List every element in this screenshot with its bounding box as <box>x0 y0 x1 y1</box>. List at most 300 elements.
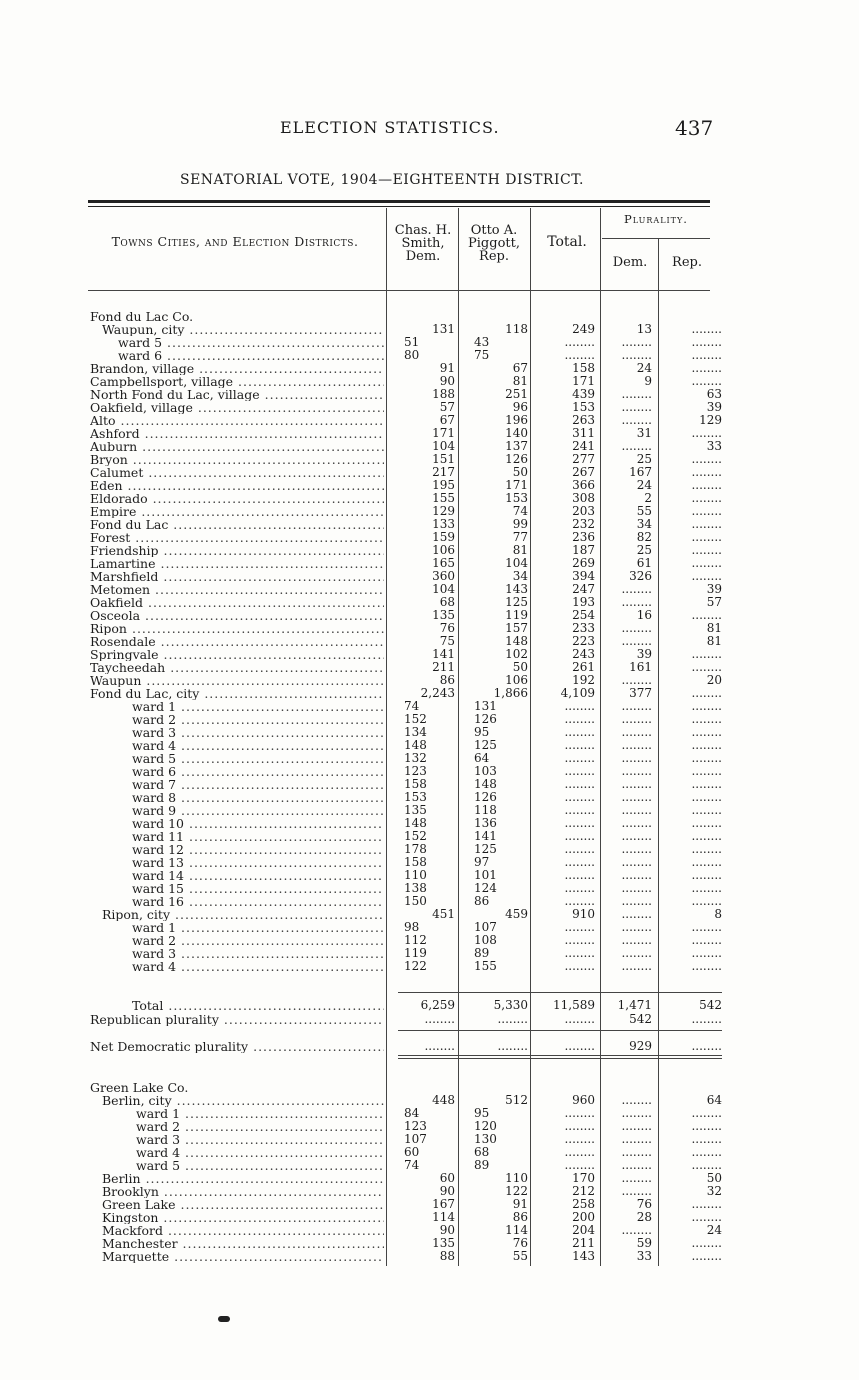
cell-c1: 195 <box>432 478 455 492</box>
cell-c3: ........ <box>564 1039 595 1053</box>
cell-c1: 152 <box>404 712 427 726</box>
cell-c4: ........ <box>621 1158 652 1172</box>
cell-c3: ........ <box>564 1106 595 1120</box>
cell-c1: 151 <box>432 452 455 466</box>
cell-c5: ........ <box>691 426 722 440</box>
table-row <box>0 440 859 453</box>
table-row <box>0 739 859 752</box>
smith-name-2: Smith, <box>401 236 445 251</box>
ink-smudge <box>218 1316 230 1322</box>
row-label: Fond du Lac Co. <box>90 309 194 324</box>
row-label: ward 12 ..... <box>132 843 384 856</box>
table-row <box>0 596 859 609</box>
piggott-name-1: Otto A. <box>470 223 518 238</box>
row-label: ward 5 ..... <box>132 752 384 765</box>
table-row <box>0 908 859 921</box>
cell-c4: ........ <box>621 751 652 765</box>
cell-c4: 929 <box>629 1039 652 1053</box>
row-label: ward 2 ..... <box>132 713 384 726</box>
cell-c3: ........ <box>564 933 595 947</box>
cell-c4: ........ <box>621 595 652 609</box>
table-row <box>0 518 859 531</box>
cell-c2: 148 <box>505 634 528 648</box>
cell-c2: 153 <box>505 491 528 505</box>
cell-c3: 212 <box>572 1184 595 1198</box>
cell-c5: ........ <box>691 894 722 908</box>
cell-c4: 76 <box>636 1197 652 1211</box>
cell-c4: 25 <box>636 543 652 557</box>
cell-c1: 104 <box>432 582 455 596</box>
row-label: Auburn ..... <box>90 440 384 453</box>
cell-c4: ........ <box>621 959 652 973</box>
row-label: Taycheedah ..... <box>90 661 384 674</box>
cell-c1: 217 <box>432 465 455 479</box>
cell-c4: ........ <box>621 1184 652 1198</box>
cell-c5: 32 <box>706 1184 722 1198</box>
cell-c1: 150 <box>404 894 427 908</box>
cell-c2: 141 <box>474 829 497 843</box>
table-row <box>0 1120 859 1133</box>
table-row <box>0 401 859 414</box>
cell-c5: ........ <box>691 855 722 869</box>
table-row <box>0 505 859 518</box>
cell-c3: 277 <box>572 452 595 466</box>
cell-c1: 90 <box>439 374 455 388</box>
cell-c2: 137 <box>505 439 528 453</box>
cell-c3: 910 <box>572 907 595 921</box>
cell-c3: 258 <box>572 1197 595 1211</box>
cell-c4: 2 <box>644 491 652 505</box>
cell-c1: 67 <box>439 413 455 427</box>
cell-c5: ........ <box>691 465 722 479</box>
table-row <box>0 1094 859 1107</box>
column-header-piggott <box>459 224 529 263</box>
table-row <box>0 310 859 323</box>
cell-c1: 171 <box>432 426 455 440</box>
cell-c2: 126 <box>474 712 497 726</box>
cell-c2: 120 <box>474 1119 497 1133</box>
cell-c5: ........ <box>691 348 722 362</box>
header-bottom-rule <box>88 290 710 291</box>
cell-c3: ........ <box>564 335 595 349</box>
cell-c2: 91 <box>512 1197 528 1211</box>
cell-c2: 74 <box>512 504 528 518</box>
cell-c4: ........ <box>621 829 652 843</box>
row-label: ward 5 ..... <box>136 1159 384 1172</box>
cell-c1: 76 <box>439 621 455 635</box>
cell-c4: 161 <box>629 660 652 674</box>
table-row <box>0 453 859 466</box>
row-label: Manchester ..... <box>102 1237 384 1250</box>
row-label: ward 4 ..... <box>136 1146 384 1159</box>
cell-c2: 95 <box>474 1106 490 1120</box>
cell-c4: ........ <box>621 1106 652 1120</box>
cell-c5: ........ <box>691 842 722 856</box>
table-row <box>0 531 859 544</box>
table-row <box>0 349 859 362</box>
cell-c2: 118 <box>505 322 528 336</box>
row-label: Springvale ..... <box>90 648 384 661</box>
cell-c1: 158 <box>404 855 427 869</box>
row-label: ward 10 ..... <box>132 817 384 830</box>
cell-c1: ........ <box>424 1012 455 1026</box>
table-row <box>0 557 859 570</box>
column-header-rep: Rep. <box>672 255 702 270</box>
cell-c3: 263 <box>572 413 595 427</box>
table-row <box>0 1224 859 1237</box>
cell-c1: 84 <box>404 1106 420 1120</box>
row-label: ward 6 ..... <box>118 349 384 362</box>
table-row <box>0 687 859 700</box>
cell-c5: 8 <box>714 907 722 921</box>
cell-c2: 196 <box>505 413 528 427</box>
cell-c5: ........ <box>691 335 722 349</box>
row-label: Waupun ..... <box>90 674 384 687</box>
cell-c4: ........ <box>621 582 652 596</box>
cell-c3: ........ <box>564 764 595 778</box>
table-row <box>0 388 859 401</box>
cell-c4: 55 <box>636 504 652 518</box>
row-label: ward 13 ..... <box>132 856 384 869</box>
cell-c1: 129 <box>432 504 455 518</box>
row-label: Bryon ..... <box>90 453 384 466</box>
row-label: ward 3 ..... <box>132 947 384 960</box>
cell-c4: ........ <box>621 699 652 713</box>
cell-c1: 148 <box>404 816 427 830</box>
cell-c2: 68 <box>474 1145 490 1159</box>
cell-c3: 232 <box>572 517 595 531</box>
cell-c1: 153 <box>404 790 427 804</box>
cell-c1: 74 <box>404 1158 420 1172</box>
cell-c2: 143 <box>505 582 528 596</box>
cell-c3: 187 <box>572 543 595 557</box>
plurality-rule <box>602 238 710 239</box>
cell-c1: 80 <box>404 348 420 362</box>
cell-c4: 1,471 <box>617 998 652 1012</box>
cell-c1: 148 <box>404 738 427 752</box>
table-row <box>0 622 859 635</box>
cell-c4: 16 <box>636 608 652 622</box>
cell-c3: ........ <box>564 855 595 869</box>
cell-c3: 4,109 <box>560 686 595 700</box>
cell-c5: ........ <box>691 777 722 791</box>
table-row <box>0 817 859 830</box>
cell-c1: 159 <box>432 530 455 544</box>
table-row <box>0 882 859 895</box>
row-label: ward 6 ..... <box>132 765 384 778</box>
cell-c4: ........ <box>621 1093 652 1107</box>
cell-c3: ........ <box>564 1145 595 1159</box>
cell-c4: ........ <box>621 712 652 726</box>
table-row <box>0 752 859 765</box>
cell-c2: 81 <box>512 543 528 557</box>
cell-c5: ........ <box>691 517 722 531</box>
cell-c1: 123 <box>404 1119 427 1133</box>
cell-c3: 254 <box>572 608 595 622</box>
cell-c4: ........ <box>621 790 652 804</box>
cell-c5: ........ <box>691 374 722 388</box>
cell-c1: 119 <box>404 946 427 960</box>
cell-c4: ........ <box>621 1132 652 1146</box>
table-row <box>0 895 859 908</box>
row-label: Metomen ..... <box>90 583 384 596</box>
row-label: Oakfield ..... <box>90 596 384 609</box>
cell-c5: ........ <box>691 1158 722 1172</box>
cell-c5: ........ <box>691 478 722 492</box>
cell-c4: 28 <box>636 1210 652 1224</box>
row-label: ward 16 ..... <box>132 895 384 908</box>
cell-c5: 57 <box>706 595 722 609</box>
row-label: Oakfield, village ..... <box>90 401 384 414</box>
table-row <box>0 479 859 492</box>
cell-c5: ........ <box>691 699 722 713</box>
row-label: Friendship ..... <box>90 544 384 557</box>
row-label: Marshfield ..... <box>90 570 384 583</box>
cell-c2: 5,330 <box>493 998 528 1012</box>
cell-c2: ........ <box>497 1039 528 1053</box>
column-header-smith <box>388 224 458 263</box>
cell-c3: 243 <box>572 647 595 661</box>
cell-c5: ........ <box>691 1039 722 1053</box>
cell-c4: ........ <box>621 738 652 752</box>
table-row <box>0 570 859 583</box>
table-row <box>0 1013 859 1026</box>
cell-c5: ........ <box>691 946 722 960</box>
cell-c3: ........ <box>564 712 595 726</box>
table-row <box>0 791 859 804</box>
table-row <box>0 1159 859 1172</box>
cell-c3: ........ <box>564 959 595 973</box>
cell-c3: 143 <box>572 1249 595 1263</box>
cell-c4: ........ <box>621 907 652 921</box>
cell-c5: ........ <box>691 452 722 466</box>
cell-c2: 34 <box>512 569 528 583</box>
cell-c5: ........ <box>691 816 722 830</box>
cell-c1: 2,243 <box>420 686 455 700</box>
cell-c3: ........ <box>564 803 595 817</box>
cell-c1: ........ <box>424 1039 455 1053</box>
cell-c1: 131 <box>432 322 455 336</box>
cell-c4: 24 <box>636 478 652 492</box>
table-row <box>0 466 859 479</box>
cell-c5: ........ <box>691 1249 722 1263</box>
row-label: Net Democratic plurality ..... <box>90 1040 384 1053</box>
cell-c3: 247 <box>572 582 595 596</box>
cell-c5: ........ <box>691 764 722 778</box>
table-row <box>0 856 859 869</box>
cell-c2: 130 <box>474 1132 497 1146</box>
table-row <box>0 960 859 973</box>
row-label: Forest ..... <box>90 531 384 544</box>
cell-c4: 13 <box>636 322 652 336</box>
cell-c4: 31 <box>636 426 652 440</box>
cell-c2: 171 <box>505 478 528 492</box>
cell-c2: 122 <box>505 1184 528 1198</box>
cell-c1: 74 <box>404 699 420 713</box>
cell-c3: 311 <box>572 426 595 440</box>
cell-c4: ........ <box>621 621 652 635</box>
cell-c2: 251 <box>505 387 528 401</box>
cell-c2: 157 <box>505 621 528 635</box>
row-label: ward 4 ..... <box>132 739 384 752</box>
cell-c1: 165 <box>432 556 455 570</box>
cell-c4: ........ <box>621 1171 652 1185</box>
cell-c5: ........ <box>691 1106 722 1120</box>
cell-c1: 132 <box>404 751 427 765</box>
cell-c4: 25 <box>636 452 652 466</box>
row-label: Berlin, city ..... <box>102 1094 384 1107</box>
row-label: Empire ..... <box>90 505 384 518</box>
row-label: Ripon, city ..... <box>102 908 384 921</box>
cell-c2: 67 <box>512 361 528 375</box>
cell-c1: 68 <box>439 595 455 609</box>
row-label: ward 15 ..... <box>132 882 384 895</box>
table-row <box>0 830 859 843</box>
cell-c3: 158 <box>572 361 595 375</box>
cell-c1: 90 <box>439 1184 455 1198</box>
cell-c2: 110 <box>505 1171 528 1185</box>
cell-c3: 153 <box>572 400 595 414</box>
cell-c5: 64 <box>706 1093 722 1107</box>
row-label: Total ..... <box>132 999 384 1012</box>
cell-c2: 512 <box>505 1093 528 1107</box>
cell-c3: 203 <box>572 504 595 518</box>
cell-c1: 122 <box>404 959 427 973</box>
net-double-rule <box>398 1055 722 1059</box>
cell-c2: 76 <box>512 1236 528 1250</box>
smith-name-1: Chas. H. <box>394 223 452 238</box>
table-top-rule <box>88 200 710 207</box>
table-row <box>0 427 859 440</box>
table-row <box>0 713 859 726</box>
cell-c1: 158 <box>404 777 427 791</box>
cell-c4: ........ <box>621 881 652 895</box>
row-label: ward 3 ..... <box>136 1133 384 1146</box>
table-row <box>0 583 859 596</box>
table-row <box>0 726 859 739</box>
cell-c3: ........ <box>564 816 595 830</box>
cell-c5: 63 <box>706 387 722 401</box>
cell-c2: 125 <box>505 595 528 609</box>
cell-c5: 33 <box>706 439 722 453</box>
column-header-dem: Dem. <box>612 255 648 270</box>
cell-c4: 34 <box>636 517 652 531</box>
cell-c5: 39 <box>706 400 722 414</box>
cell-c2: 106 <box>505 673 528 687</box>
row-label: Eldorado ..... <box>90 492 384 505</box>
cell-c3: 261 <box>572 660 595 674</box>
cell-c3: ........ <box>564 881 595 895</box>
cell-c3: ........ <box>564 1012 595 1026</box>
cell-c5: ........ <box>691 1119 722 1133</box>
cell-c4: ........ <box>621 868 652 882</box>
cell-c3: 236 <box>572 530 595 544</box>
cell-c4: ........ <box>621 387 652 401</box>
row-label: ward 1 ..... <box>132 921 384 934</box>
column-header-towns: Towns Cities, and Election Districts. <box>111 234 359 249</box>
cell-c2: 102 <box>505 647 528 661</box>
cell-c1: 135 <box>404 803 427 817</box>
cell-c2: 126 <box>505 452 528 466</box>
row-label: Alto ..... <box>90 414 384 427</box>
cell-c4: ........ <box>621 894 652 908</box>
row-label: Fond du Lac, city ..... <box>90 687 384 700</box>
cell-c1: 112 <box>404 933 427 947</box>
cell-c2: 103 <box>474 764 497 778</box>
cell-c2: 101 <box>474 868 497 882</box>
cell-c4: ........ <box>621 400 652 414</box>
cell-c4: ........ <box>621 933 652 947</box>
cell-c4: 542 <box>629 1012 652 1026</box>
row-label: ward 1 ..... <box>132 700 384 713</box>
cell-c3: ........ <box>564 829 595 843</box>
cell-c2: ........ <box>497 1012 528 1026</box>
table-row <box>0 843 859 856</box>
cell-c3: ........ <box>564 1158 595 1172</box>
page-number: 437 <box>675 116 714 140</box>
cell-c5: ........ <box>691 1132 722 1146</box>
table-row <box>0 635 859 648</box>
cell-c4: 326 <box>629 569 652 583</box>
table-row <box>0 492 859 505</box>
cell-c2: 50 <box>512 660 528 674</box>
cell-c5: ........ <box>691 881 722 895</box>
row-label: Campbellsport, village ..... <box>90 375 384 388</box>
running-head: ELECTION STATISTICS. <box>280 118 500 137</box>
cell-c3: ........ <box>564 348 595 362</box>
cell-c3: ........ <box>564 777 595 791</box>
cell-c2: 459 <box>505 907 528 921</box>
cell-c4: ........ <box>621 816 652 830</box>
table-row <box>0 362 859 375</box>
cell-c5: ........ <box>691 530 722 544</box>
cell-c2: 140 <box>505 426 528 440</box>
cell-c2: 55 <box>512 1249 528 1263</box>
cell-c1: 110 <box>404 868 427 882</box>
cell-c5: 81 <box>706 634 722 648</box>
cell-c2: 155 <box>474 959 497 973</box>
cell-c1: 138 <box>404 881 427 895</box>
cell-c4: ........ <box>621 439 652 453</box>
cell-c3: 233 <box>572 621 595 635</box>
cell-c1: 114 <box>432 1210 455 1224</box>
table-row <box>0 1081 859 1094</box>
table-row <box>0 947 859 960</box>
cell-c3: 960 <box>572 1093 595 1107</box>
cell-c3: ........ <box>564 699 595 713</box>
cell-c1: 141 <box>432 647 455 661</box>
row-label: ward 11 ..... <box>132 830 384 843</box>
cell-c5: 20 <box>706 673 722 687</box>
cell-c2: 108 <box>474 933 497 947</box>
cell-c4: ........ <box>621 1119 652 1133</box>
cell-c2: 131 <box>474 699 497 713</box>
row-label: Rosendale ..... <box>90 635 384 648</box>
column-header-plurality: Plurality. <box>624 212 688 226</box>
row-label: ward 4 ..... <box>132 960 384 973</box>
cell-c3: ........ <box>564 946 595 960</box>
cell-c1: 135 <box>432 608 455 622</box>
cell-c5: ........ <box>691 790 722 804</box>
cell-c1: 51 <box>404 335 420 349</box>
cell-c5: ........ <box>691 803 722 817</box>
cell-c2: 124 <box>474 881 497 895</box>
cell-c2: 97 <box>474 855 490 869</box>
cell-c2: 119 <box>505 608 528 622</box>
table-row <box>0 700 859 713</box>
cell-c3: ........ <box>564 738 595 752</box>
cell-c5: ........ <box>691 361 722 375</box>
